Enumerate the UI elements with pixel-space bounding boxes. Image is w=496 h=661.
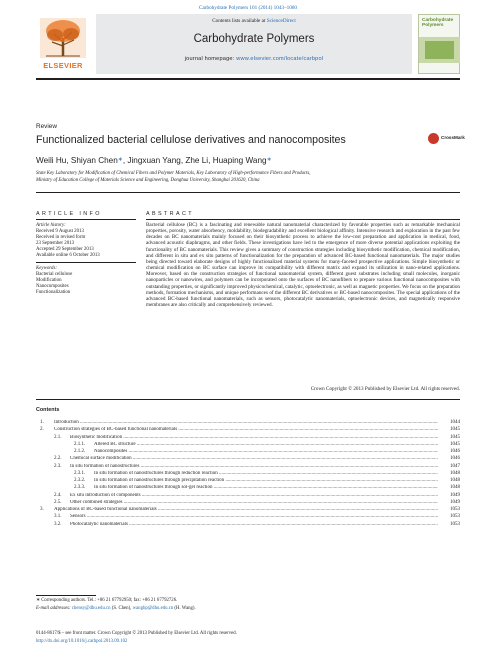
keywords-rule (36, 262, 136, 263)
corresponding-footnote: ∗ Corresponding authors. Tel.: +86 21 67792950; fax: +86 21 67792726. (36, 598, 178, 603)
toc-entry[interactable] (36, 449, 460, 456)
toc-entry-title[interactable]: Construction strategies of BC-based functional nanomaterials ..... (54, 427, 438, 432)
article-info-rule (36, 219, 136, 220)
toc-entry-title[interactable]: Chemical surface modification ..... (70, 456, 438, 461)
history-item: Accepted 29 September 2013 (36, 247, 94, 253)
elsevier-wordmark: ELSEVIER (43, 61, 83, 70)
toc-entry[interactable] (36, 435, 460, 442)
keyword-item: Bacterial cellulose (36, 272, 73, 278)
journal-reference: Carbohydrate Polymers 101 (2014) 1043–1060 (199, 5, 297, 11)
toc-entry-page[interactable]: 1049 (440, 493, 460, 498)
article-history (36, 223, 136, 260)
affiliation-line-1: State Key Laboratory for Modification of Chemical Fibers and Polymer Materials, Key Laboratory of High-performance Fibers and Products, (36, 171, 311, 176)
toc-entry-page[interactable]: 1053 (440, 507, 460, 512)
keyword-item: Functionalization (36, 290, 71, 296)
toc-entry-number: 2. (40, 427, 44, 433)
toc-entry-number: 2.4. (54, 492, 62, 498)
history-item: Available online 6 October 2013 (36, 253, 100, 259)
elsevier-logo[interactable] (36, 14, 90, 74)
toc-entry-page[interactable]: 1053 (440, 514, 460, 519)
author-list: Weili Hu, Shiyan Chen∗, Jingxuan Yang, Zhe Li, Huaping Wang∗ (36, 156, 272, 165)
email-prefix: E-mail addresses: (36, 606, 72, 611)
toc-entry-number: 2.3.3. (74, 485, 86, 491)
contents-heading: Contents (36, 407, 60, 413)
cover-artwork-inner (425, 41, 454, 59)
toc-entry-page[interactable]: 1048 (440, 485, 460, 490)
toc-entry-number: 2.1.2. (74, 449, 86, 454)
abstract-rule (146, 219, 460, 220)
article-type: Review (36, 123, 57, 130)
toc-entry[interactable] (36, 420, 460, 427)
toc-entry-page[interactable]: 1045 (440, 435, 460, 440)
issn-line: 0144-8617/$ – see front matter. Crown Copyright © 2013 Published by Elsevier Ltd. All rights reserved. (36, 631, 237, 636)
toc-entry-number: 2.1.1. (74, 441, 86, 447)
toc-entry[interactable] (36, 500, 460, 507)
author-name[interactable]: Zhe Li (185, 156, 209, 165)
toc-entry-title[interactable]: Applications of BC-based functional nanomaterials ..... (54, 507, 438, 512)
toc-entry[interactable] (36, 514, 460, 521)
crossmark-icon (428, 133, 439, 144)
author-name[interactable]: Jingxuan Yang (127, 156, 181, 165)
corresponding-author-mark[interactable]: ∗ (117, 157, 123, 163)
email-link[interactable]: chensy@dhu.edu.cn (71, 606, 111, 611)
toc-entry-page[interactable]: 1048 (440, 478, 460, 483)
toc-entry-page[interactable]: 1045 (440, 427, 460, 432)
toc-entry[interactable] (36, 493, 460, 500)
keyword-item: Nanocomposites (36, 284, 69, 290)
keyword-item: Modification (36, 278, 62, 284)
doi-link[interactable]: http://dx.doi.org/10.1016/j.carbpol.2013.09.102 (36, 639, 128, 644)
header-divider (36, 192, 460, 193)
toc-entry-title[interactable]: Biosynthetic modification ..... (70, 435, 438, 440)
toc-entry-title[interactable]: Introduction ..... (54, 420, 438, 425)
toc-entry[interactable] (36, 427, 460, 434)
abstract-heading: ABSTRACT (146, 211, 194, 217)
email-footnote (36, 606, 460, 611)
journal-cover-image[interactable] (418, 14, 460, 74)
toc-entry-number: 3. (40, 507, 44, 512)
toc-entry-number: 2.5. (54, 499, 62, 505)
abstract-body: Bacterial cellulose (BC) is a fascinating and renewable natural nanomaterial characterized by favorable properties such as remarkable mechanical properties, porosity, water absorbency, moldability, biodegradability and excellent biological affinity. Intensive research and exploration in the past few decades on BC nanomaterials mainly focused on their biosynthetic process to achieve the low-cost preparation and application in medical, food, advanced acoustic diaphragms, and other fields. These investigations have led to the emergence of more diverse potential applications exploiting the functionality of BC nanomaterials. This review gives a summary of construction strategies including biosynthetic modification, chemical modification, and different in situ and ex situ patterns of functionalization for the preparation of advanced BC-based functional nanomaterials. The major studies being directed toward elaborate designs of highly functionalized material systems for many-faceted prospective applications. Simple biosynthetic or chemical modification on BC surface can improve its compatibility with different matrix and expand its utilization in nano-related applications. Moreover, based on the construction strategies of functional nanomaterial system, different guest substrates including small molecules, inorganic nanoparticles or nanowires, and polymers can be incorporated onto the surfaces of BC nanofibers to prepare various functional nanocomposites with outstanding properties, or significantly improved physicochemical, catalytic, optoelectronic, as well as magnetic properties. We focus on the preparation methods, formation mechanisms, and unique performances of the different BC derivatives or BC-based nanocomposites. The special applications of the advanced BC-based functional nanomaterials, such as sensors, photocatalytic nanomaterials, optoelectronic devices, and magnetically responsive membranes are also critically and comprehensively reviewed. (146, 222, 460, 309)
contents-available-line (96, 18, 412, 24)
toc-entry-page[interactable]: 1053 (440, 522, 460, 527)
toc-entry-number: 3.1. (54, 514, 62, 520)
toc-entry-page[interactable]: 1048 (440, 471, 460, 476)
toc-entry-title[interactable]: In situ formation of nanostructures through precipitation reaction ..... (94, 478, 438, 483)
article-history-heading: Article history: (36, 223, 66, 228)
toc-entry[interactable] (36, 442, 460, 449)
toc-entry-title[interactable]: Photocatalytic nanomaterials ..... (70, 522, 438, 527)
toc-entry-title[interactable]: In situ formation of nanostructures through sol-gel reaction ..... (94, 485, 438, 490)
homepage-prefix: journal homepage: (184, 56, 237, 62)
toc-entry-title[interactable]: Sensors ..... (70, 514, 438, 519)
toc-entry-page[interactable]: 1047 (440, 464, 460, 469)
keywords-heading: Keywords: (36, 266, 58, 271)
journal-masthead (36, 14, 460, 74)
table-of-contents (36, 420, 460, 529)
author-name[interactable]: Huaping Wang (212, 156, 267, 165)
email-link[interactable]: wanghp@dhu.edu.cn (132, 606, 174, 611)
toc-entry-title[interactable]: Nanocomposites ..... (94, 449, 438, 454)
journal-homepage-link[interactable]: www.elsevier.com/locate/carbpol (236, 56, 324, 62)
journal-title: Carbohydrate Polymers (193, 33, 315, 45)
toc-entry[interactable] (36, 464, 460, 471)
article-info-heading: ARTICLE INFO (36, 211, 102, 217)
cover-title-line-2: Polymers (422, 23, 444, 29)
author-name[interactable]: Shiyan Chen (70, 156, 118, 165)
cover-title-line-1: Carbohydrate (422, 18, 454, 23)
toc-entry[interactable] (36, 507, 460, 514)
footnote-rule (36, 595, 96, 596)
toc-entry-number: 2.1. (54, 434, 62, 440)
toc-entry[interactable] (36, 522, 460, 529)
toc-entry-number: 1. (40, 420, 44, 425)
history-item: Received in revised form (36, 235, 86, 241)
toc-entry-number: 2.3.1. (74, 470, 86, 476)
toc-entry-page[interactable]: 1049 (440, 500, 460, 505)
toc-entry-page[interactable]: 1045 (440, 442, 460, 447)
elsevier-tree-icon (40, 18, 86, 58)
toc-entry[interactable] (36, 478, 460, 485)
toc-entry-number: 2.3. (54, 463, 62, 469)
toc-entry-number: 3.2. (54, 521, 62, 527)
toc-entry-number: 2.2. (54, 456, 62, 462)
toc-entry-title[interactable]: Altered BC structure ..... (94, 442, 438, 447)
toc-entry[interactable] (36, 456, 460, 463)
toc-entry-title[interactable]: In situ formation of nanostructures ..... (70, 464, 438, 469)
crossmark-badge[interactable] (428, 132, 465, 146)
corresponding-author-mark[interactable]: ∗ (266, 157, 272, 163)
author-name[interactable]: Weili Hu (36, 156, 67, 165)
masthead-rule (36, 78, 460, 80)
email-owner: (H. Wang). (173, 606, 196, 611)
email-owner: (S. Chen), (110, 606, 133, 611)
toc-entry-page[interactable]: 1044 (440, 420, 460, 425)
affiliation-line-2: Ministry of Education College of Materials Science and Engineering, Donghua University, Shanghai 201620, China (36, 178, 260, 183)
toc-entry-title[interactable]: In situ formation of nanostructures through reduction reaction ..... (94, 471, 438, 476)
sciencedirect-link[interactable]: ScienceDirect (266, 18, 296, 24)
article-title: Functionalized bacterial cellulose derivatives and nanocomposites (36, 134, 346, 146)
toc-entry-title[interactable]: Other combined strategies ..... (70, 500, 438, 505)
journal-homepage-line (96, 56, 412, 62)
history-item: Received 9 August 2013 (36, 229, 84, 235)
cover-title (422, 18, 458, 28)
contents-prefix: Contents lists available at (212, 18, 267, 24)
cover-artwork (419, 37, 460, 63)
contents-divider (36, 399, 460, 400)
keywords-block (36, 266, 136, 296)
toc-entry-title[interactable]: Ex situ introduction of components ..... (70, 493, 438, 498)
masthead-center (96, 14, 412, 74)
toc-entry[interactable] (36, 485, 460, 492)
crossmark-label: CrossMark (441, 135, 465, 140)
abstract-copyright: Crown Copyright © 2013 Published by Elsevier Ltd. All rights reserved. (310, 386, 460, 392)
toc-entry-page[interactable]: 1046 (440, 449, 460, 454)
toc-entry-number: 2.3.2. (74, 478, 86, 483)
history-item: 23 September 2013 (36, 241, 75, 247)
toc-entry-page[interactable]: 1046 (440, 456, 460, 461)
toc-entry[interactable] (36, 471, 460, 478)
